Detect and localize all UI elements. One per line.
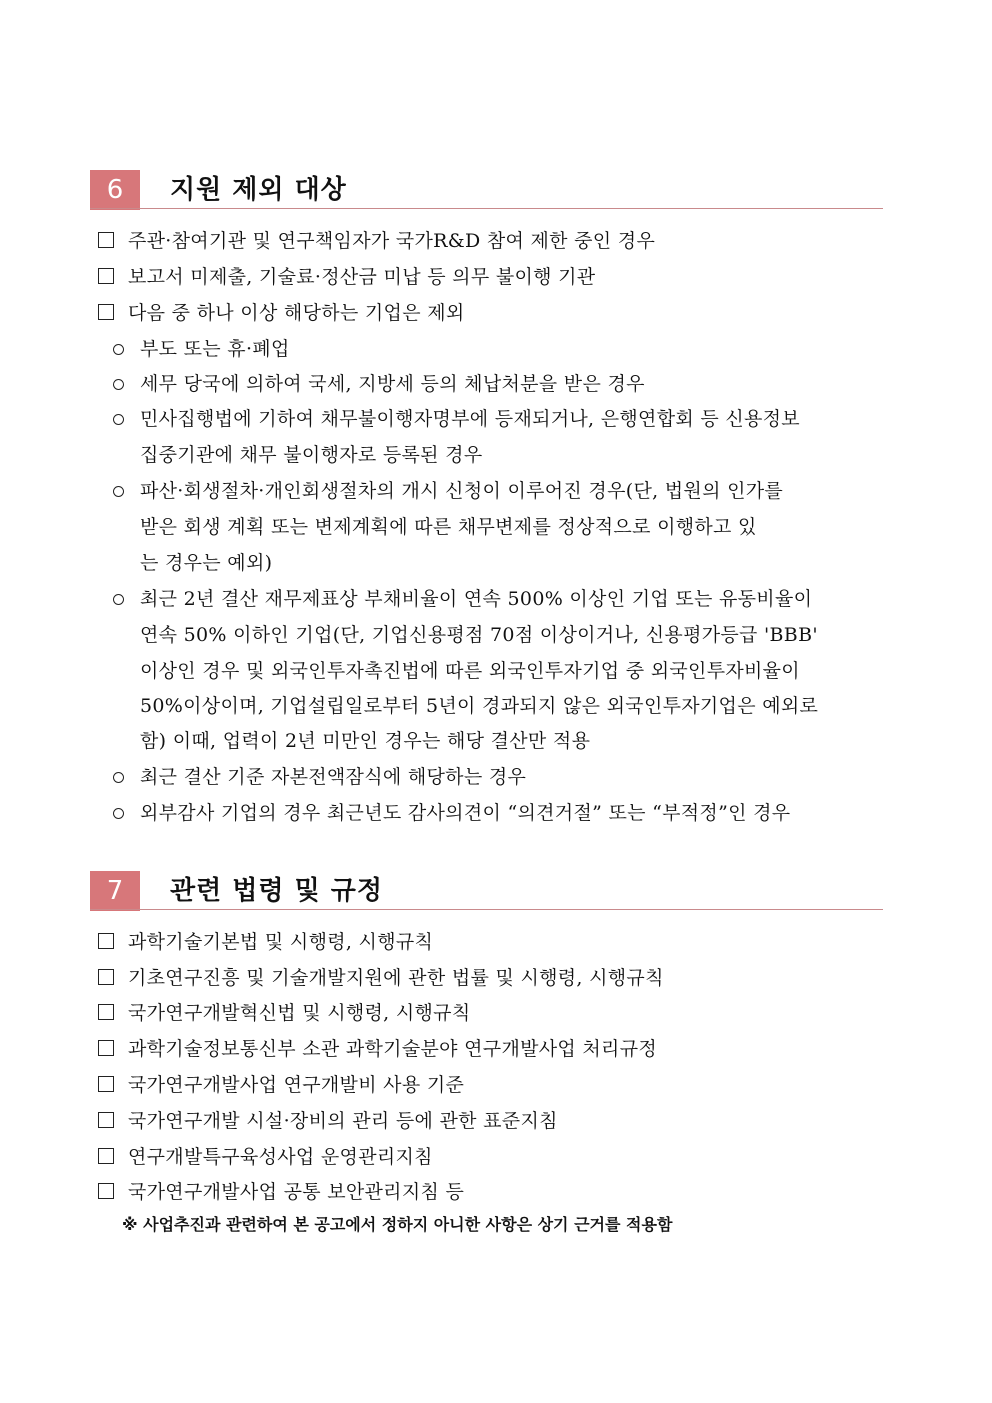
circle-bullet-icon (113, 808, 124, 819)
list-item (0, 295, 992, 331)
sub-item-text: 받은 회생 계획 또는 변제계획에 따른 채무변제를 정상적으로 이행하고 있 (140, 516, 757, 538)
sub-item-text: 50%이상이며, 기업설립일로부터 5년이 경과되지 않은 외국인투자기업은 예외로 (140, 695, 819, 717)
sub-item-text: 집중기관에 채무 불이행자로 등록된 경우 (140, 444, 483, 466)
item-text: 주관·참여기관 및 연구책임자가 국가R&D 참여 제한 중인 경우 (128, 230, 656, 252)
sub-item-text: 민사집행법에 기하여 채무불이행자명부에 등재되거나, 은행연합회 등 신용정보 (140, 408, 800, 430)
sub-item (0, 473, 992, 509)
circle-bullet-icon (113, 344, 124, 355)
section-number: 6 (90, 170, 140, 210)
checkbox-square-icon (98, 1004, 114, 1020)
footnote: ※ 사업추진과 관련하여 본 공고에서 정하지 아니한 사항은 상기 근거를 적용함 (122, 1215, 673, 1234)
checkbox-square-icon (98, 1183, 114, 1199)
checkbox-square-icon (98, 933, 114, 949)
list-item (0, 960, 992, 996)
circle-bullet-icon (113, 486, 124, 497)
checkbox-square-icon (98, 232, 114, 248)
section-6-header (90, 170, 883, 210)
checkbox-square-icon (98, 268, 114, 284)
sub-item-text: 는 경우는 예외) (140, 552, 273, 574)
sub-item (0, 759, 992, 795)
list-item (0, 1031, 992, 1067)
item-text: 국가연구개발 시설·장비의 관리 등에 관한 표준지침 (128, 1110, 558, 1132)
item-text: 다음 중 하나 이상 해당하는 기업은 제외 (128, 302, 465, 324)
sub-item-text: 함) 이때, 업력이 2년 미만인 경우는 해당 결산만 적용 (140, 730, 591, 752)
section-divider (90, 909, 883, 910)
circle-bullet-icon (113, 594, 124, 605)
sub-item (0, 401, 992, 437)
checkbox-square-icon (98, 1112, 114, 1128)
checkbox-square-icon (98, 1148, 114, 1164)
item-text: 국가연구개발사업 연구개발비 사용 기준 (128, 1074, 465, 1096)
sub-item-text: 부도 또는 휴·폐업 (140, 338, 290, 360)
circle-bullet-icon (113, 379, 124, 390)
sub-item (0, 331, 992, 367)
item-text: 과학기술정보통신부 소관 과학기술분야 연구개발사업 처리규정 (128, 1038, 658, 1060)
list-item (0, 1067, 992, 1103)
list-item (0, 1174, 992, 1210)
list-item (0, 223, 992, 259)
checkbox-square-icon (98, 1040, 114, 1056)
checkbox-square-icon (98, 304, 114, 320)
sub-item (0, 795, 992, 831)
item-text: 보고서 미제출, 기술료·정산금 미납 등 의무 불이행 기관 (128, 266, 596, 288)
sub-item-continuation (0, 617, 992, 653)
sub-item-continuation (0, 509, 992, 545)
sub-item-text: 파산·회생절차·개인회생절차의 개시 신청이 이루어진 경우(단, 법원의 인가를 (140, 480, 784, 502)
section-divider (90, 208, 883, 209)
circle-bullet-icon (113, 772, 124, 783)
item-text: 연구개발특구육성사업 운영관리지침 (128, 1146, 433, 1168)
list-item (0, 995, 992, 1031)
sub-item (0, 366, 992, 402)
sub-item-text: 연속 50% 이하인 기업(단, 기업신용평점 70점 이상이거나, 신용평가등급 'BBB' (140, 624, 818, 646)
sub-item-continuation (0, 437, 992, 473)
list-item (0, 1139, 992, 1175)
list-item (0, 924, 992, 960)
sub-item-text: 세무 당국에 의하여 국세, 지방세 등의 체납처분을 받은 경우 (140, 373, 645, 395)
sub-item-text: 이상인 경우 및 외국인투자촉진법에 따른 외국인투자기업 중 외국인투자비율이 (140, 660, 800, 682)
sub-item-continuation (0, 688, 992, 724)
item-text: 과학기술기본법 및 시행령, 시행규칙 (128, 931, 434, 953)
sub-item-continuation (0, 653, 992, 689)
list-item (0, 259, 992, 295)
sub-item-continuation (0, 723, 992, 759)
section-title: 지원 제외 대상 (170, 175, 347, 205)
checkbox-square-icon (98, 969, 114, 985)
item-text: 기초연구진흥 및 기술개발지원에 관한 법률 및 시행령, 시행규칙 (128, 967, 664, 989)
circle-bullet-icon (113, 414, 124, 425)
sub-item (0, 581, 992, 617)
list-item (0, 1103, 992, 1139)
sub-item-text: 최근 2년 결산 재무제표상 부채비율이 연속 500% 이상인 기업 또는 유동비율이 (140, 588, 813, 610)
sub-item-text: 외부감사 기업의 경우 최근년도 감사의견이 “의견거절” 또는 “부적정”인 경우 (140, 802, 791, 824)
section-7-header (90, 871, 883, 911)
item-text: 국가연구개발혁신법 및 시행령, 시행규칙 (128, 1002, 471, 1024)
section-number: 7 (90, 871, 140, 911)
sub-item-text: 최근 결산 기준 자본전액잠식에 해당하는 경우 (140, 766, 527, 788)
checkbox-square-icon (98, 1076, 114, 1092)
sub-item-continuation (0, 545, 992, 581)
section-title: 관련 법령 및 규정 (170, 876, 383, 906)
item-text: 국가연구개발사업 공통 보안관리지침 등 (128, 1181, 465, 1203)
